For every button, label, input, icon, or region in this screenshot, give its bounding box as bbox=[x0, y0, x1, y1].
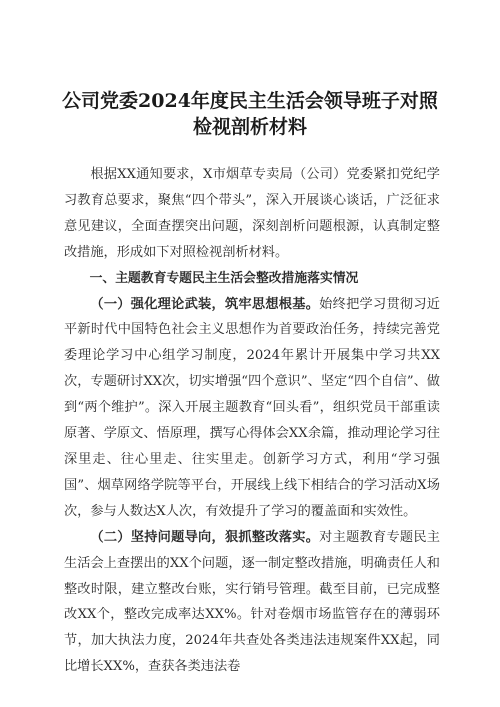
title-line-2: 检视剖析材料 bbox=[192, 116, 307, 138]
document-title bbox=[40, 88, 460, 140]
section-heading-1: 一、主题教育专题民主生活会整改措施落实情况 bbox=[89, 270, 359, 286]
item-1-paragraph bbox=[64, 292, 440, 525]
item-1-lead: （一）强化理论武装，筑牢思想根基。 bbox=[90, 296, 320, 312]
item-2-paragraph bbox=[64, 525, 440, 680]
item-2-lead: （二）坚持问题导向，狠抓整改落实。 bbox=[90, 529, 320, 545]
title-line-1: 公司党委2024年度民主生活会领导班子对照 bbox=[62, 90, 438, 112]
item-2-text: 对主题教育专题民主生活会上查摆出的XX个问题，逐一制定整改措施，明确责任人和整改时限，建立整改台账，实行销号管理。截至目前，已完成整改XX个，整改完成率达XX%。针对卷烟市场监管存在的薄弱环节，加大执法力度，2024年共查处各类违法违规案件XX起，同比增长XX%，查获各类违法卷 bbox=[64, 529, 440, 675]
item-1-text: 始终把学习贯彻习近平新时代中国特色社会主义思想作为首要政治任务，持续完善党委理论学习中心组学习制度，2024年累计开展集中学习共XX次，专题研讨XX次，切实增强“四个意识”、坚定“四个自信”、做到“两个维护”。深入开展主题教育“回头看”，组织党员干部重读原著、学原文、悟原理，撰写心得体会XX余篇，推动理论学习往深里走、往心里走、往实里走。创新学习方式，利用“学习强国”、烟草网络学院等平台，开展线上线下相结合的学习活动X场次，参与人数达X人次，有效提升了学习的覆盖面和实效性。 bbox=[64, 296, 440, 519]
intro-paragraph: 根据XX通知要求，X市烟草专卖局（公司）党委紧扣党纪学习教育总要求，聚焦“四个带头”，深入开展谈心谈话，广泛征求意见建议，全面查摆突出问题，深刻剖析问题根源，认真制定整改措施，形成如下对照检视剖析材料。 bbox=[64, 167, 440, 260]
document-body bbox=[64, 162, 440, 680]
